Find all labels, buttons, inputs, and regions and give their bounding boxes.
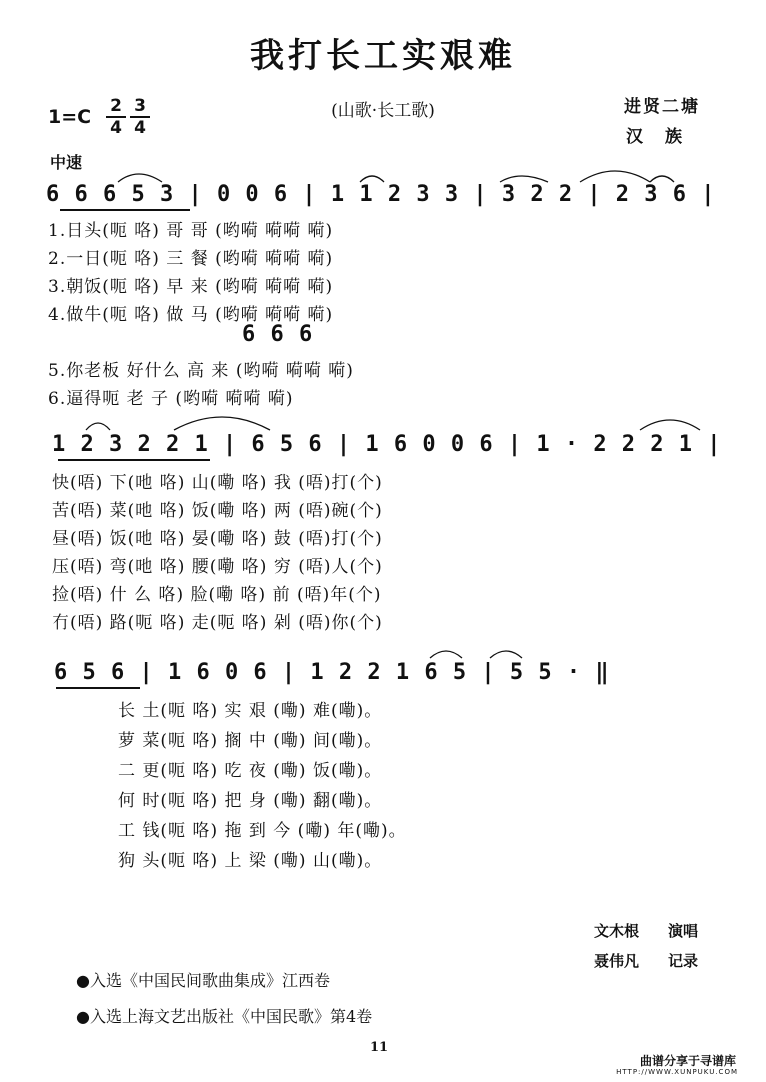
slur-mark	[490, 651, 522, 658]
tempo-marking: 中速	[50, 153, 83, 172]
key-signature: 1=C	[48, 106, 92, 128]
lyric-line: 冇(唔) 路(呃 咯) 走(呃 咯) 剁 (唔)你(个)	[52, 613, 383, 633]
meter-3-4-numerator: 3	[130, 96, 150, 118]
lyric-line: 狗 头(呃 咯) 上 梁 (嘞) 山(嘞)。	[118, 851, 383, 871]
lyric-line: 5.你老板 好什么 高 来 (哟嗬 嗬嗬 嗬)	[48, 361, 354, 381]
lyric-line: 苦(唔) 菜(吔 咯) 饭(嘞 咯) 两 (唔)碗(个)	[52, 501, 383, 521]
watermark-url: HTTP://WWW.XUNPUKU.COM	[616, 1068, 738, 1076]
notation-line-1: 6 6 6 5 3 | 0 0 6 | 1 1 2 3 3 | 3 2 2 | 2 3 6 |	[46, 182, 716, 207]
lyric-line: 2.一日(呃 咯) 三 餐 (哟嗬 嗬嗬 嗬)	[48, 249, 334, 269]
lyric-line: 压(唔) 弯(吔 咯) 腰(嘞 咯) 穷 (唔)人(个)	[52, 557, 383, 577]
meter-3-4-denominator: 4	[134, 118, 146, 138]
lyric-line: 长 土(呃 咯) 实 艰 (嘞) 难(嘞)。	[118, 701, 383, 721]
notation-line-3: 6 5 6 | 1 6 0 6 | 1 2 2 1 6 5 | 5 5 · ‖	[54, 660, 610, 685]
note-item: ●入选《中国民间歌曲集成》江西卷	[76, 971, 330, 990]
slur-mark	[430, 651, 462, 658]
song-subtitle: (山歌·长工歌)	[331, 101, 435, 121]
region-label: 进贤二塘	[624, 97, 700, 117]
lyric-line: 3.朝饭(呃 咯) 早 来 (哟嗬 嗬嗬 嗬)	[48, 277, 334, 297]
alt-notation: 6 6 6	[242, 322, 314, 347]
slur-mark	[640, 420, 700, 430]
lyric-line: 萝 菜(呃 咯) 搁 中 (嘞) 间(嘞)。	[118, 731, 383, 751]
ethnicity-label: 汉族	[626, 127, 704, 147]
slur-mark	[174, 417, 270, 430]
lyric-line: 1.日头(呃 咯) 哥 哥 (哟嗬 嗬嗬 嗬)	[48, 221, 334, 241]
lyric-line: 捡(唔) 什 么 咯) 脸(嘞 咯) 前 (唔)年(个)	[52, 585, 382, 605]
meter-2-4-numerator: 2	[106, 96, 126, 118]
page-number: 11	[370, 1040, 389, 1055]
singer-name: 文木根	[594, 922, 640, 940]
meter-2-4-denominator: 4	[110, 118, 122, 138]
lyric-line: 昼(唔) 饭(吔 咯) 晏(嘞 咯) 鼓 (唔)打(个)	[52, 529, 383, 549]
slur-mark	[650, 176, 674, 182]
lyric-line: 工 钱(呃 咯) 拖 到 今 (嘞) 年(嘞)。	[118, 821, 407, 841]
slur-mark	[118, 174, 162, 182]
singer-role: 演唱	[668, 922, 699, 940]
watermark-text: 曲谱分享于寻谱库	[639, 1054, 736, 1068]
notation-line-2: 1 2 3 2 2 1 | 6 5 6 | 1 6 0 0 6 | 1 · 2 2 2 1 |	[52, 432, 722, 457]
lyric-line: 6.逼得呃 老 子 (哟嗬 嗬嗬 嗬)	[48, 389, 294, 409]
lyric-line: 何 时(呃 咯) 把 身 (嘞) 翻(嘞)。	[118, 791, 383, 811]
recorder-name: 聂伟凡	[594, 952, 640, 970]
slur-mark	[86, 423, 110, 430]
slur-mark	[360, 176, 384, 182]
recorder-role: 记录	[668, 952, 699, 970]
lyric-line: 二 更(呃 咯) 吃 夜 (嘞) 饭(嘞)。	[118, 761, 383, 781]
note-item: ●入选上海文艺出版社《中国民歌》第4卷	[76, 1007, 373, 1026]
lyric-line: 4.做牛(呃 咯) 做 马 (哟嗬 嗬嗬 嗬)	[48, 305, 334, 325]
slur-mark	[500, 176, 548, 182]
song-title: 我打长工实艰难	[250, 36, 516, 76]
slur-mark	[580, 171, 650, 182]
lyric-line: 快(唔) 下(吔 咯) 山(嘞 咯) 我 (唔)打(个)	[52, 473, 383, 493]
